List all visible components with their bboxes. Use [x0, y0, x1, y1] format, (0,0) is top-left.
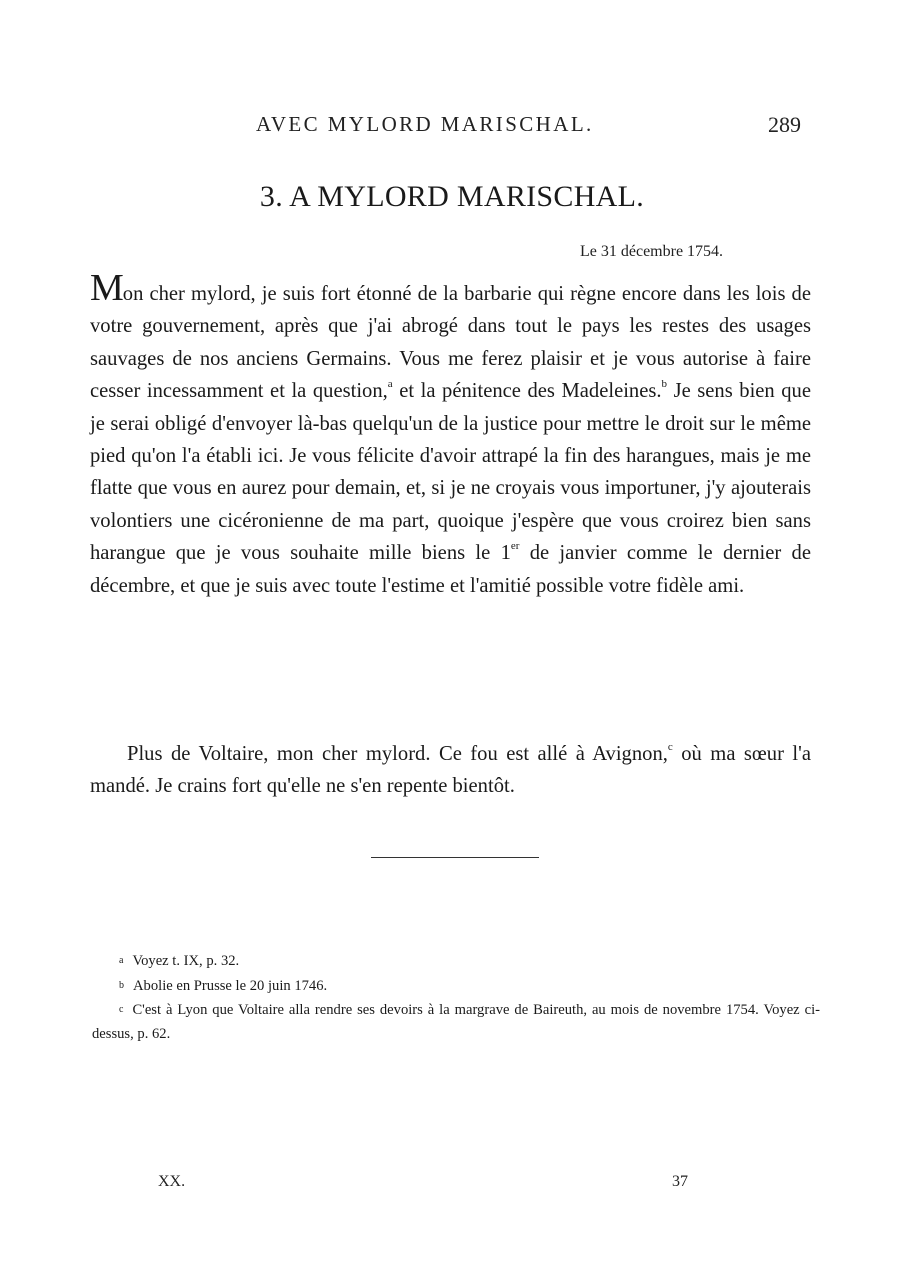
footnote-c	[92, 998, 820, 1046]
letter-date: Le 31 décembre 1754.	[580, 243, 724, 260]
sheet-signature: 37	[672, 1173, 688, 1190]
body-segment: et la pénitence des Madeleines.	[392, 380, 662, 403]
footnote-text: Abolie en Prusse le 20 juin 1746.	[133, 977, 328, 994]
footnote-ref-b: b	[661, 378, 668, 391]
footnote-a	[92, 949, 820, 974]
running-head	[0, 112, 900, 142]
footnote-text: C'est à Lyon que Voltaire alla rendre ses devoirs à la margrave de Baireuth, au mois de novembre 1754. Voyez ci-dessus, p. 62.	[92, 1002, 820, 1042]
footnote-mark: b	[119, 979, 124, 991]
footnote-mark: a	[119, 955, 124, 966]
footnote-text: Voyez t. IX, p. 32.	[132, 953, 240, 969]
footnote-mark: c	[119, 1004, 124, 1016]
letter-body	[90, 267, 811, 602]
postscript	[90, 738, 811, 803]
postscript-segment: où ma sœur l'a mandé. Je crains fort qu'elle ne s'en repente bientôt.	[90, 743, 811, 798]
body-segment: Je sens bien que je serai obligé d'envoyer là-bas quelqu'un de la justice pour mettre le droit sur le même pied qu'on l'a établi ici. Je vous félicite d'avoir attrapé la fin des harangues, mais je me flatte que vous en aurez pour demain, et, si je ne croyais vous importuner, j'y ajouterais volontiers une cicéronienne de ma part, quoique j'espère que vous croirez bien sans harangue que je vous souhaite mille biens le 1	[90, 380, 811, 565]
superscript-er: er	[510, 540, 520, 553]
footnote-ref-c: c	[667, 741, 673, 753]
footnote-ref-a: a	[387, 378, 393, 391]
footnote-b	[92, 974, 820, 999]
volume-signature: XX.	[158, 1173, 186, 1190]
running-title: AVEC MYLORD MARISCHAL.	[256, 112, 594, 136]
postscript-segment: Plus de Voltaire, mon cher mylord. Ce fou est allé à Avignon,	[127, 743, 668, 765]
body-segment: on cher mylord, je suis fort étonné de la barbarie qui règne encore dans les lois de votre gouvernement, après que j'ai abrogé dans tout le pays les restes des usages sauvages de nos anciens Germains. Vous me ferez plaisir et je vous autorise à faire cesser incessamment et la question,	[90, 283, 811, 403]
body-segment: de janvier comme le dernier de décembre, et que je suis avec toute l'estime et l'amitié possible votre fidèle ami.	[90, 542, 811, 597]
drop-cap: M	[90, 267, 123, 309]
page-number: 289	[768, 112, 801, 137]
section-divider	[371, 857, 539, 858]
footnotes	[92, 949, 820, 1046]
letter-title: 3. A MYLORD MARISCHAL.	[259, 180, 645, 213]
